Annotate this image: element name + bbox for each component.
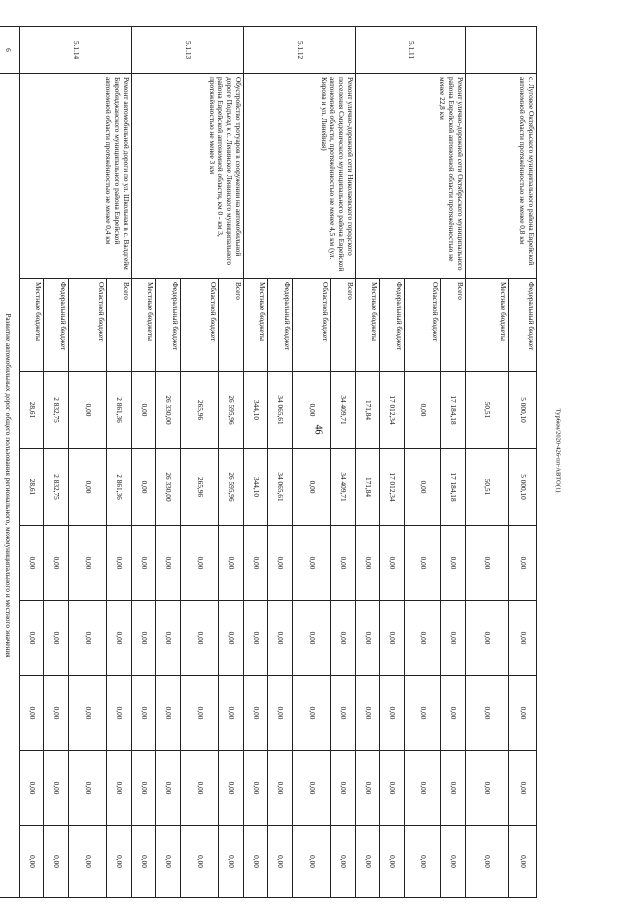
value-cell: 0,00 [107,601,132,676]
value-cell: 0,00 [293,676,331,751]
row-name: Обустройство тротуаров в сооружении на автомобильной дороге Подъезд к с. Ленинское Ленинского муниципального района Еврейской автономной области, км 0 - км 3, протяжённостью не менее 3 км [132,74,244,279]
value-cell: 0,00 [156,601,181,676]
value-cell: 0,00 [132,372,156,449]
value-cell: 0,00 [509,676,537,751]
value-cell: 0,00 [156,676,181,751]
value-cell: 26 330,00 [156,372,181,449]
funding-source: Областной бюджет [405,279,441,372]
value-cell: 0,00 [69,676,107,751]
funding-source: Областной бюджет [293,279,331,372]
value-cell: 0,00 [356,826,380,898]
funding-source: Федеральный бюджет [156,279,181,372]
value-cell: 0,00 [107,826,132,898]
value-cell: 0,00 [380,751,405,826]
value-cell: 0,00 [509,601,537,676]
row-name: Ремонт автомобильной дороги по ул. Школьная в с. Валдгейм Биробиджанского муниципального района Еврейской автономной области протяжённостью не менее 0,4 км [20,74,132,279]
value-cell: 0,00 [380,601,405,676]
value-cell: 50,51 [466,372,509,449]
value-cell: 0,00 [380,676,405,751]
value-cell: 26 595,96 [219,372,244,449]
value-cell: 0,00 [466,526,509,601]
value-cell: 0,00 [181,676,219,751]
value-cell: 0,00 [509,751,537,826]
value-cell: 0,00 [405,751,441,826]
value-cell: 0,00 [44,601,69,676]
value-cell: 344,10 [244,372,268,449]
table-row [441,27,466,898]
row-code: 5.1.11 [356,27,466,74]
value-cell: 0,00 [181,751,219,826]
value-cell: 0,00 [20,601,44,676]
table-row [509,27,537,898]
page-number: 46 [312,424,324,435]
value-cell: 2 832,75 [44,449,69,526]
value-cell: 0,00 [268,526,293,601]
value-cell: 0,00 [331,526,356,601]
row-name: Ремонт улично-дорожной сети Октябрьского муниципального района Еврейской автономной области протяжённостью не менее 22,8 км [356,74,466,279]
rotated-table-container [4,26,537,897]
value-cell: 265,96 [181,449,219,526]
value-cell: 0,00 [466,751,509,826]
funding-source: Федеральный бюджет [380,279,405,372]
funding-source: Областной бюджет [181,279,219,372]
row-code: 5.1.13 [132,27,244,74]
funding-source: Федеральный бюджет [268,279,293,372]
funding-source: Всего [331,279,356,372]
value-cell: 0,00 [356,601,380,676]
funding-source: Всего [107,279,132,372]
value-cell: 265,96 [181,372,219,449]
value-cell: 2 832,75 [44,372,69,449]
funding-source: Местные бюджеты [466,279,509,372]
value-cell: 0,00 [356,751,380,826]
value-cell: 0,00 [44,751,69,826]
value-cell: 17 184,18 [441,372,466,449]
value-cell: 0,00 [132,676,156,751]
table-row [219,27,244,898]
value-cell: 0,00 [181,826,219,898]
value-cell: 0,00 [20,526,44,601]
funding-source: Местные бюджеты [132,279,156,372]
value-cell: 0,00 [441,826,466,898]
value-cell: 0,00 [268,601,293,676]
value-cell: 0,00 [293,372,331,449]
document-id: Тур6км/2020-426-пп-АВТО(1) [554,408,562,493]
value-cell: 0,00 [293,826,331,898]
value-cell: 0,00 [44,526,69,601]
funding-source: Федеральный бюджет [44,279,69,372]
value-cell: 17 012,34 [380,372,405,449]
value-cell: 0,00 [219,676,244,751]
value-cell: 0,00 [20,826,44,898]
value-cell: 0,00 [356,526,380,601]
budget-table [0,26,537,898]
value-cell: 50,51 [466,449,509,526]
value-cell: 5 000,10 [509,449,537,526]
section-code: 6 [0,27,20,74]
value-cell: 0,00 [331,601,356,676]
value-cell: 0,00 [107,676,132,751]
funding-source: Всего [441,279,466,372]
value-cell: 0,00 [441,751,466,826]
section-title: Развитие автомобильных дорог общего пользования регионального, межмуниципального и местного значения [0,74,20,898]
value-cell: 344,10 [244,449,268,526]
value-cell: 0,00 [156,751,181,826]
value-cell: 0,00 [219,601,244,676]
value-cell: 0,00 [268,751,293,826]
funding-source: Местные бюджеты [244,279,268,372]
value-cell: 0,00 [466,601,509,676]
value-cell: 0,00 [356,676,380,751]
value-cell: 2 861,36 [107,372,132,449]
value-cell: 0,00 [466,676,509,751]
value-cell: 0,00 [156,826,181,898]
funding-source: Всего [219,279,244,372]
value-cell: 0,00 [69,751,107,826]
value-cell: 34 065,61 [268,449,293,526]
value-cell: 0,00 [293,449,331,526]
value-cell: 0,00 [69,601,107,676]
value-cell: 0,00 [293,751,331,826]
value-cell: 0,00 [107,526,132,601]
value-cell: 0,00 [331,751,356,826]
value-cell: 0,00 [244,826,268,898]
value-cell: 0,00 [293,526,331,601]
table-body [0,27,537,898]
value-cell: 0,00 [405,676,441,751]
value-cell: 0,00 [380,526,405,601]
value-cell: 2 861,36 [107,449,132,526]
value-cell: 0,00 [69,372,107,449]
value-cell: 0,00 [268,676,293,751]
value-cell: 0,00 [405,372,441,449]
value-cell: 17 184,18 [441,449,466,526]
row-code: 5.1.12 [244,27,356,74]
table-row [331,27,356,898]
value-cell: 0,00 [466,826,509,898]
value-cell: 0,00 [69,449,107,526]
value-cell: 0,00 [380,826,405,898]
value-cell: 0,00 [219,751,244,826]
table-row [107,27,132,898]
value-cell: 0,00 [219,526,244,601]
funding-source: Областной бюджет [69,279,107,372]
value-cell: 0,00 [441,526,466,601]
row-name: Ремонт улично-дорожной сети Николаевского городского поселения Смидовичского муниципального района Еврейской автономной области, протяжённостью не менее 4,5 км (ул. Кирова и ул. Линейная) [244,74,356,279]
value-cell: 0,00 [405,601,441,676]
value-cell: 28,61 [20,372,44,449]
value-cell: 0,00 [20,751,44,826]
value-cell: 171,84 [356,372,380,449]
value-cell: 0,00 [509,526,537,601]
value-cell: 0,00 [44,826,69,898]
value-cell: 0,00 [181,526,219,601]
row-name: с. Луговое Октябрьского муниципального района Еврейской автономной области протяжённостью не менее 0,8 км [466,74,537,279]
value-cell: 0,00 [132,526,156,601]
value-cell: 0,00 [331,676,356,751]
row-code: 5.1.14 [20,27,132,74]
value-cell: 17 012,34 [380,449,405,526]
value-cell: 0,00 [441,676,466,751]
value-cell: 5 000,10 [509,372,537,449]
value-cell: 34 065,61 [268,372,293,449]
value-cell: 0,00 [69,826,107,898]
section-row [0,27,20,898]
funding-source: Местные бюджеты [356,279,380,372]
value-cell: 0,00 [293,601,331,676]
value-cell: 0,00 [181,601,219,676]
value-cell: 0,00 [244,676,268,751]
funding-source: Федеральный бюджет [509,279,537,372]
value-cell: 0,00 [132,751,156,826]
value-cell: 34 409,71 [331,372,356,449]
value-cell: 0,00 [509,826,537,898]
value-cell: 26 595,96 [219,449,244,526]
value-cell: 171,84 [356,449,380,526]
value-cell: 0,00 [20,676,44,751]
value-cell: 0,00 [69,526,107,601]
value-cell: 0,00 [405,826,441,898]
funding-source: Местные бюджеты [20,279,44,372]
value-cell: 0,00 [331,826,356,898]
value-cell: 0,00 [132,449,156,526]
value-cell: 0,00 [156,526,181,601]
value-cell: 0,00 [244,601,268,676]
value-cell: 0,00 [244,751,268,826]
value-cell: 26 330,00 [156,449,181,526]
value-cell: 0,00 [132,826,156,898]
value-cell: 0,00 [268,826,293,898]
value-cell: 0,00 [441,601,466,676]
value-cell: 0,00 [244,526,268,601]
value-cell: 0,00 [219,826,244,898]
value-cell: 0,00 [405,449,441,526]
value-cell: 34 409,71 [331,449,356,526]
value-cell: 0,00 [107,751,132,826]
value-cell: 28,61 [20,449,44,526]
value-cell: 0,00 [44,676,69,751]
value-cell: 0,00 [132,601,156,676]
value-cell: 0,00 [405,526,441,601]
row-code [466,27,537,74]
